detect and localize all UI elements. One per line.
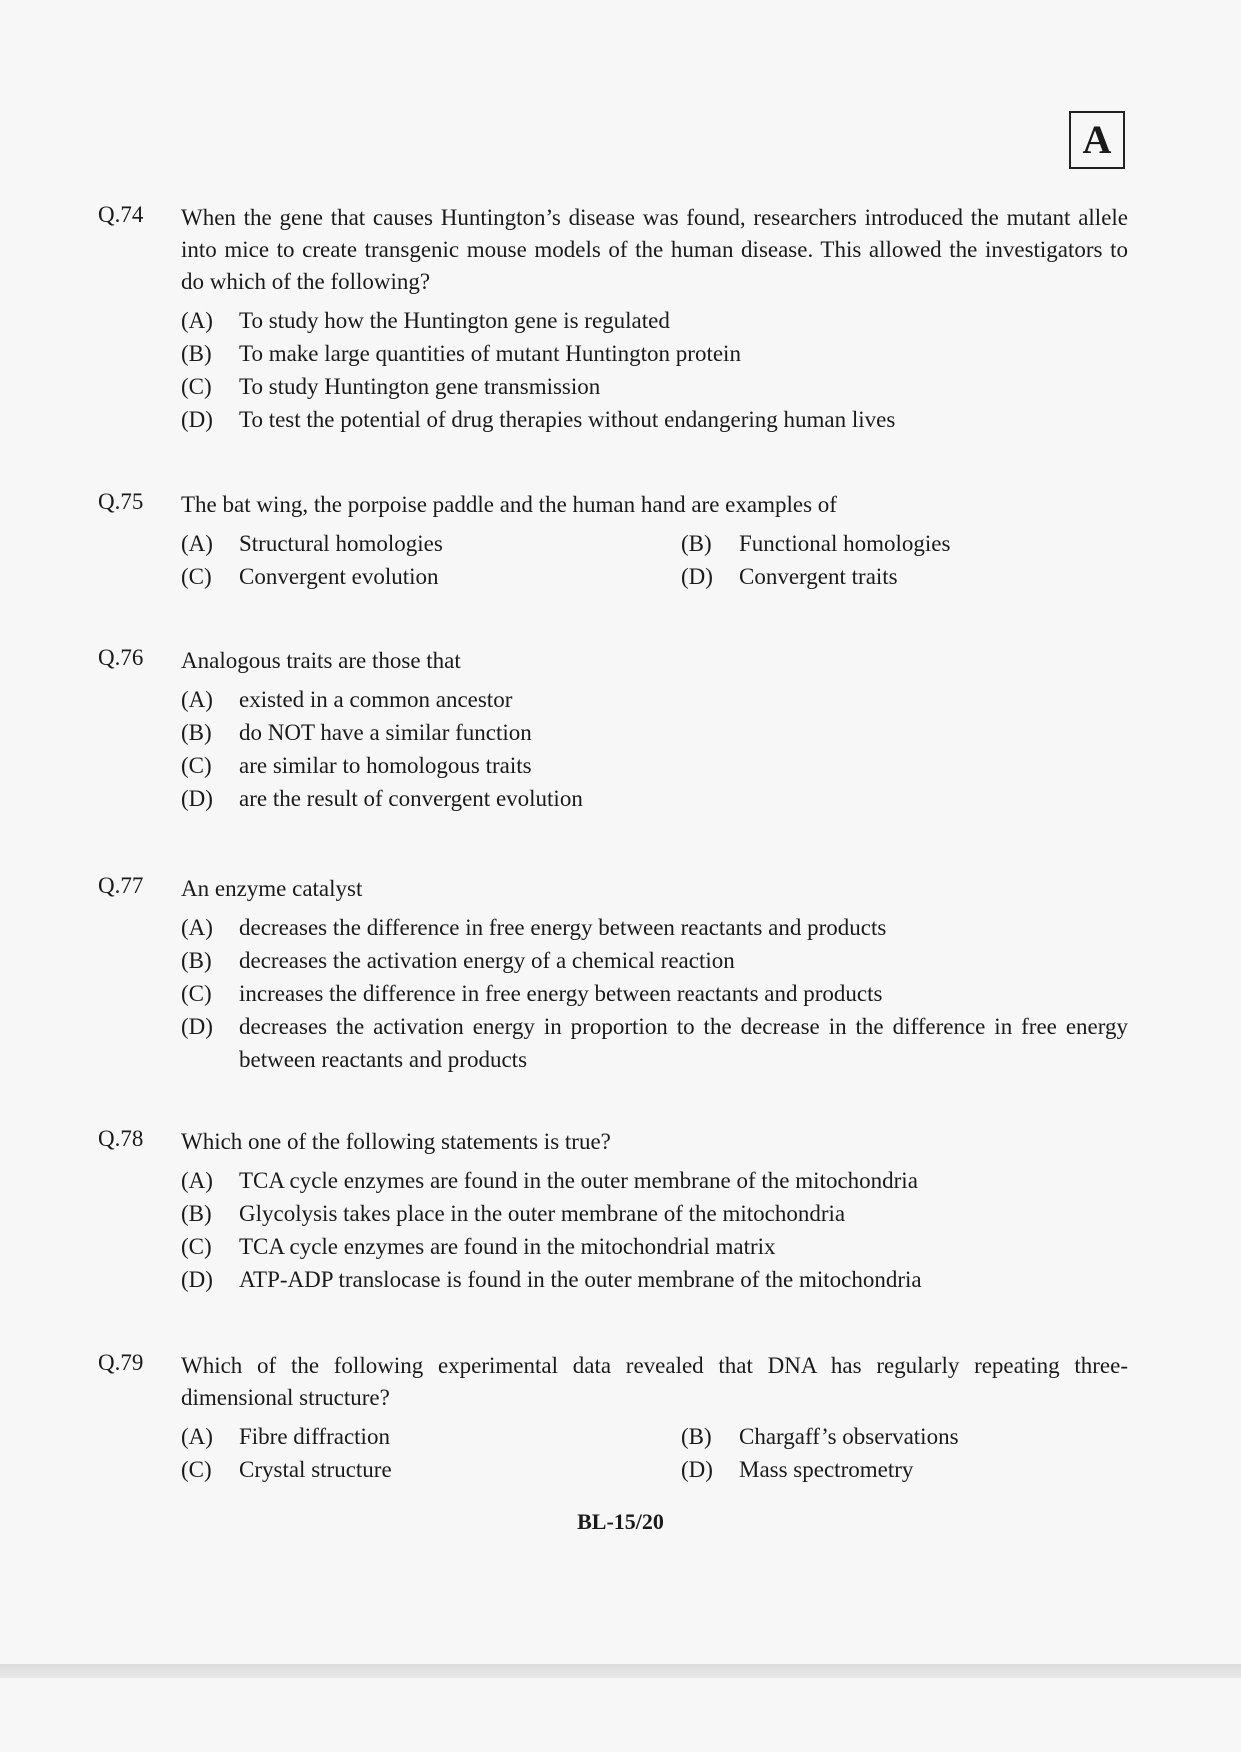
question-78: [98, 1126, 1128, 1296]
option-a: [181, 1164, 1128, 1197]
option-label: (D): [181, 407, 213, 432]
option-text: Structural homologies: [239, 531, 443, 556]
set-label-box: A: [1069, 111, 1125, 169]
question-text: Analogous traits are those that: [181, 648, 461, 673]
scan-edge-band: [0, 1664, 1241, 1678]
option-label: (C): [181, 981, 212, 1006]
option-label: (A): [181, 308, 213, 333]
option-text: Mass spectrometry: [739, 1457, 914, 1482]
option-text: do NOT have a similar function: [239, 720, 532, 745]
option-b: [681, 1420, 1128, 1453]
option-label: (A): [181, 1424, 213, 1449]
option-c: [181, 560, 681, 593]
option-text: To make large quantities of mutant Huntington protein: [239, 341, 741, 366]
question-text: When the gene that causes Huntington’s disease was found, researchers introduced the mutant allele into mice to create transgenic mouse models of the human disease. This allowed the investigators to do which of the following?: [181, 205, 1128, 294]
option-b: [181, 1197, 1128, 1230]
option-label: (D): [181, 1014, 213, 1039]
question-number: Q.77: [98, 873, 144, 898]
option-d: [181, 403, 1128, 436]
option-b: [181, 716, 1128, 749]
question-number: Q.79: [98, 1350, 144, 1375]
option-label: (C): [181, 564, 212, 589]
option-b: [681, 527, 1128, 560]
question-text: Which one of the following statements is true?: [181, 1129, 611, 1154]
question-number: Q.76: [98, 645, 144, 670]
question-76: [98, 645, 1128, 815]
option-c: [181, 977, 1128, 1010]
option-text: Crystal structure: [239, 1457, 392, 1482]
option-c: [181, 749, 1128, 782]
option-text: decreases the difference in free energy between reactants and products: [239, 915, 887, 940]
options-list: [181, 911, 1128, 1076]
option-c: [181, 1453, 681, 1486]
option-text: TCA cycle enzymes are found in the mitochondrial matrix: [239, 1234, 776, 1259]
option-text: To study Huntington gene transmission: [239, 374, 601, 399]
option-text: Glycolysis takes place in the outer membrane of the mitochondria: [239, 1201, 846, 1226]
question-number: Q.75: [98, 489, 144, 514]
option-c: [181, 1230, 1128, 1263]
option-label: (D): [181, 786, 213, 811]
option-d: [181, 1010, 1128, 1076]
option-a: [181, 1420, 681, 1453]
option-text: Functional homologies: [739, 531, 951, 556]
option-d: [181, 1263, 1128, 1296]
question-text: Which of the following experimental data revealed that DNA has regularly repeating three-dimensional structure?: [181, 1353, 1128, 1410]
option-label: (B): [681, 531, 712, 556]
question-number: Q.78: [98, 1126, 144, 1151]
option-text: ATP-ADP translocase is found in the outer membrane of the mitochondria: [239, 1267, 922, 1292]
option-d: [181, 782, 1128, 815]
option-label: (D): [181, 1267, 213, 1292]
page-footer: BL-15/20: [577, 1509, 664, 1534]
option-a: [181, 683, 1128, 716]
options-list: [181, 1420, 1128, 1486]
option-a: [181, 304, 1128, 337]
option-label: (C): [181, 753, 212, 778]
option-b: [181, 337, 1128, 370]
option-d: [681, 560, 1128, 593]
option-text: To study how the Huntington gene is regulated: [239, 308, 670, 333]
option-a: [181, 527, 681, 560]
option-label: (A): [181, 915, 213, 940]
option-c: [181, 370, 1128, 403]
option-text: To test the potential of drug therapies without endangering human lives: [239, 407, 896, 432]
option-label: (A): [181, 687, 213, 712]
question-77: [98, 873, 1128, 1076]
option-label: (D): [681, 1457, 713, 1482]
question-number: Q.74: [98, 202, 144, 227]
option-label: (C): [181, 1457, 212, 1482]
option-a: [181, 911, 1128, 944]
option-label: (B): [181, 341, 212, 366]
option-label: (C): [181, 1234, 212, 1259]
option-label: (B): [181, 1201, 212, 1226]
option-text: Chargaff’s observations: [739, 1424, 959, 1449]
option-text: increases the difference in free energy between reactants and products: [239, 981, 883, 1006]
option-text: Convergent traits: [739, 564, 898, 589]
option-d: [681, 1453, 1128, 1486]
question-79: [98, 1350, 1128, 1486]
option-label: (D): [681, 564, 713, 589]
question-text: An enzyme catalyst: [181, 876, 363, 901]
options-list: [181, 304, 1128, 436]
option-text: are similar to homologous traits: [239, 753, 532, 778]
options-list: [181, 527, 1128, 593]
options-list: [181, 683, 1128, 815]
question-75: [98, 489, 1128, 593]
option-label: (A): [181, 1168, 213, 1193]
option-b: [181, 944, 1128, 977]
question-74: [98, 202, 1128, 436]
option-text: are the result of convergent evolution: [239, 786, 583, 811]
question-text: The bat wing, the porpoise paddle and the human hand are examples of: [181, 492, 837, 517]
option-text: Convergent evolution: [239, 564, 439, 589]
option-text: Fibre diffraction: [239, 1424, 390, 1449]
option-label: (B): [181, 948, 212, 973]
option-text: TCA cycle enzymes are found in the outer membrane of the mitochondria: [239, 1168, 918, 1193]
options-list: [181, 1164, 1128, 1296]
option-text: decreases the activation energy of a chemical reaction: [239, 948, 735, 973]
option-label: (C): [181, 374, 212, 399]
option-label: (B): [681, 1424, 712, 1449]
option-label: (A): [181, 531, 213, 556]
option-label: (B): [181, 720, 212, 745]
option-text: decreases the activation energy in proportion to the decrease in the difference in free energy between reactants and products: [239, 1014, 1128, 1072]
option-text: existed in a common ancestor: [239, 687, 513, 712]
